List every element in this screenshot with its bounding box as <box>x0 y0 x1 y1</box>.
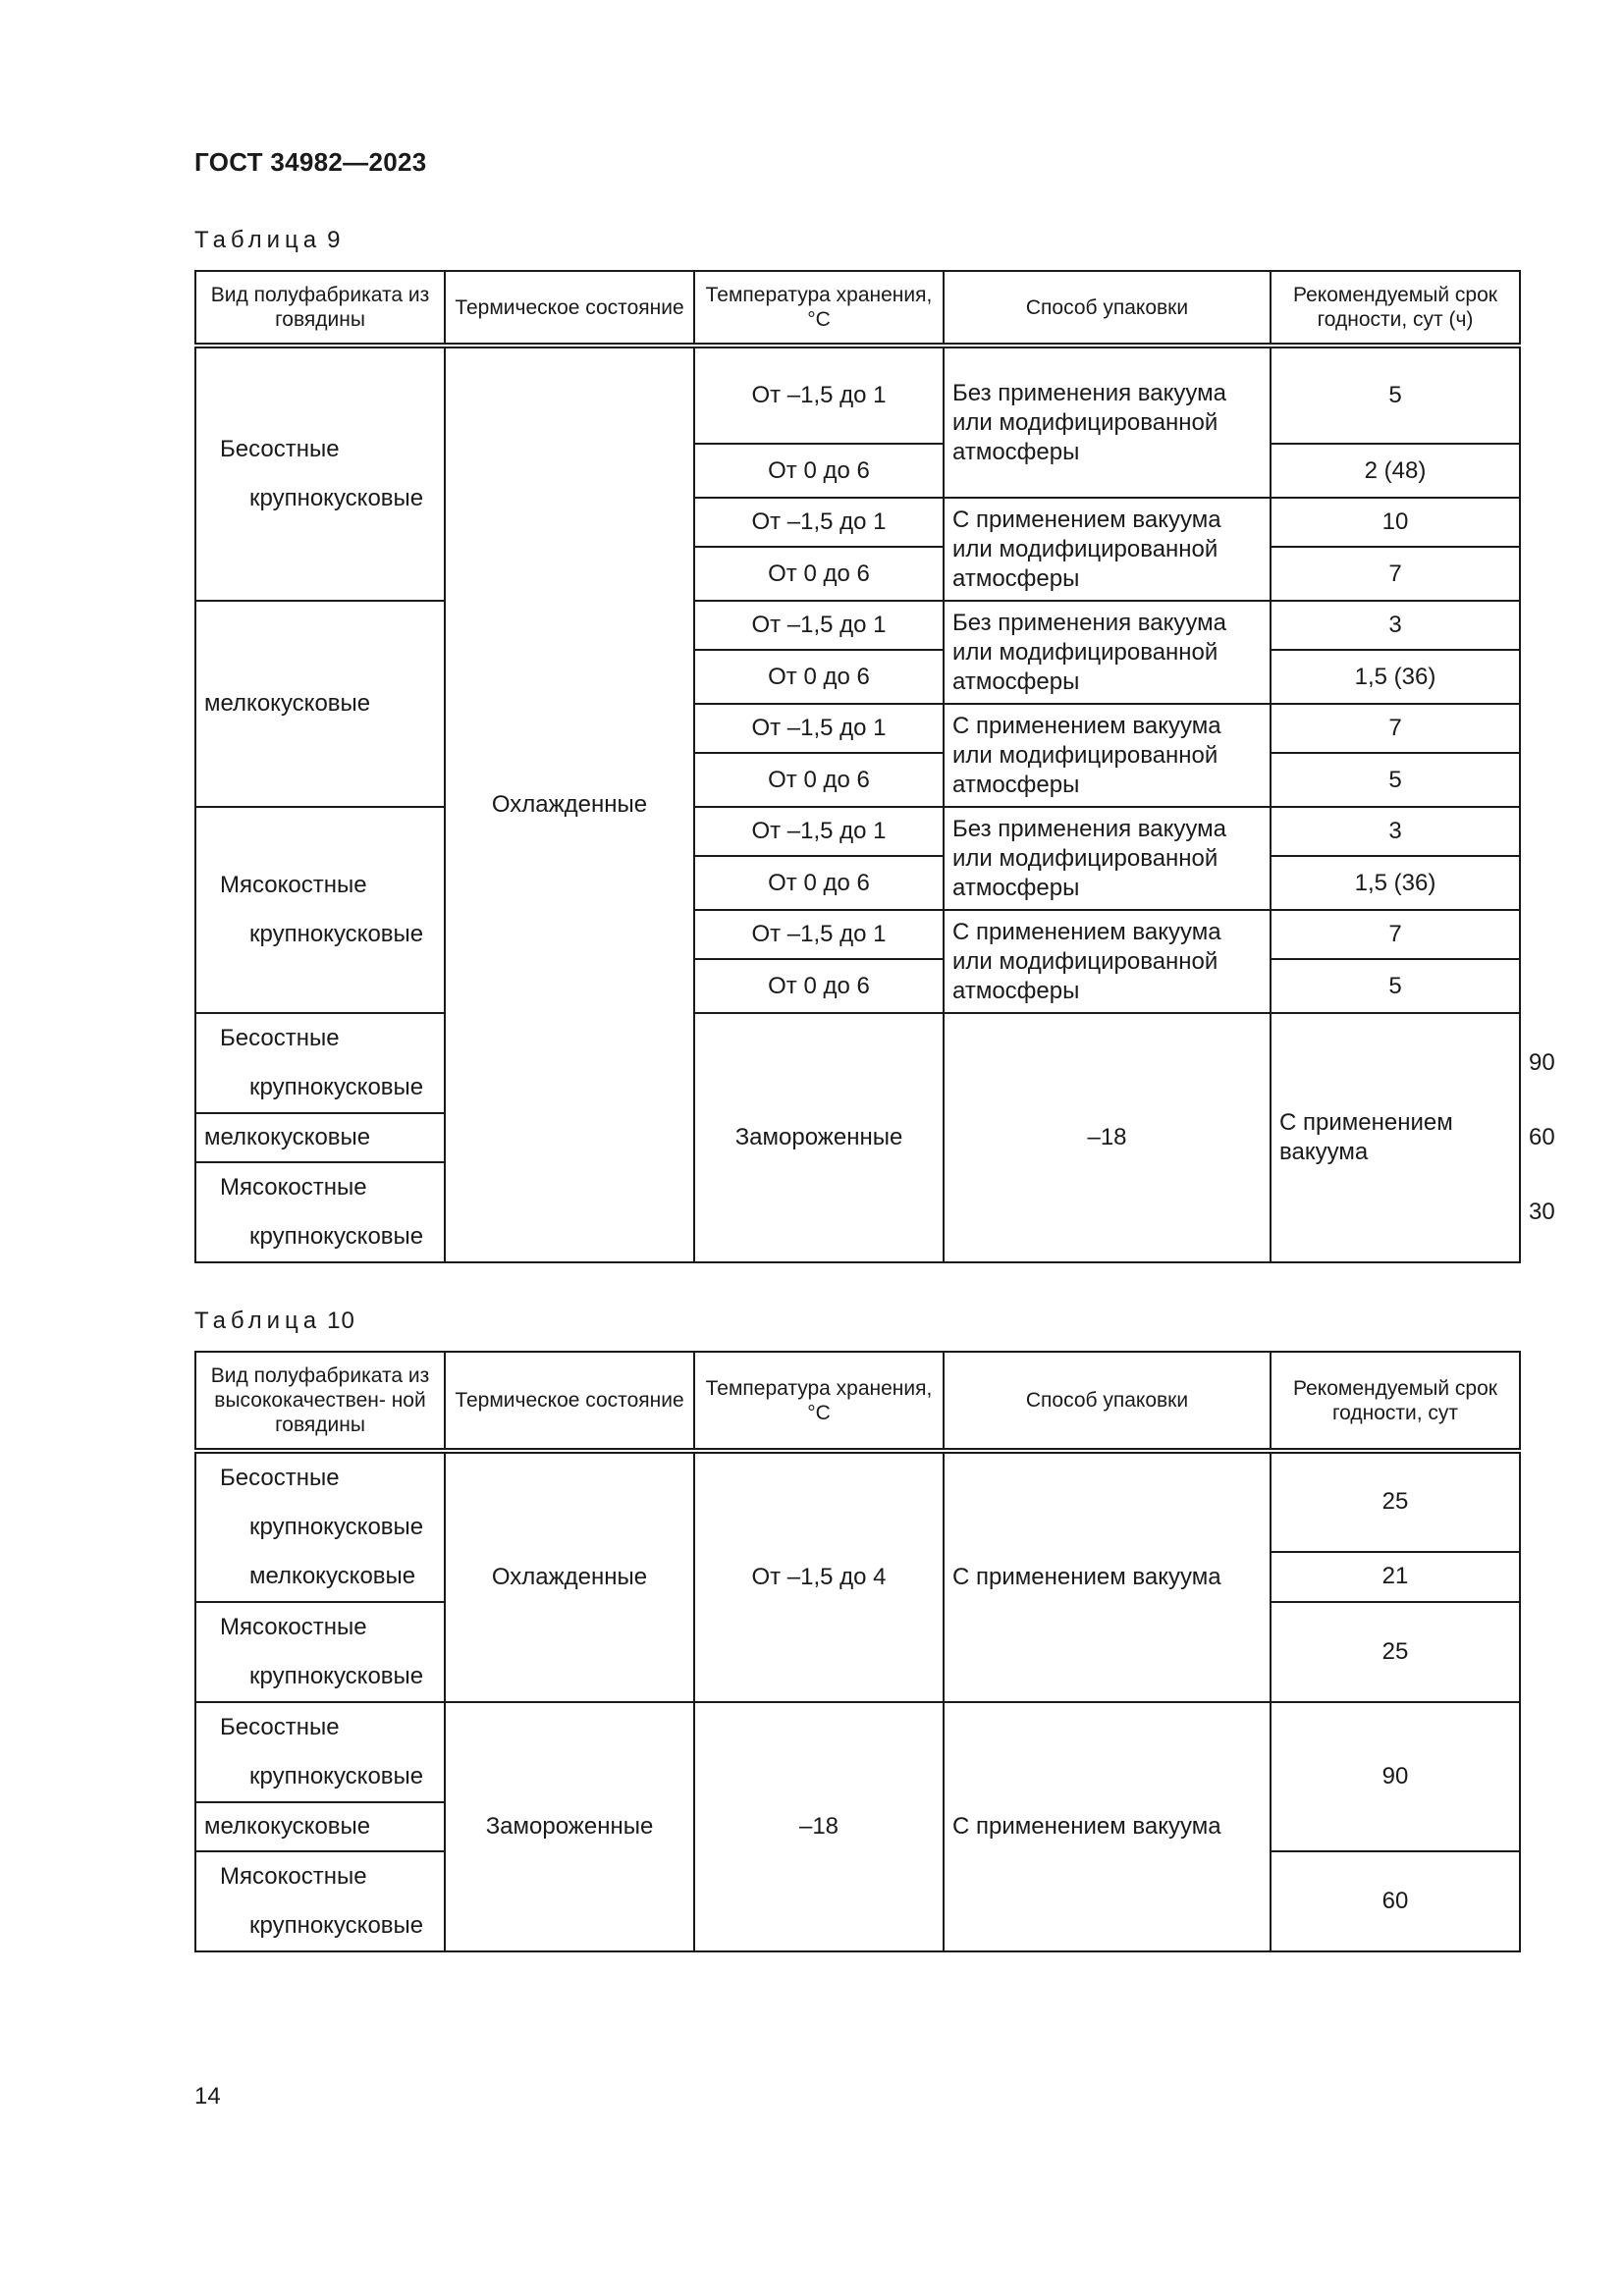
thermal-state-cell: Охлажденные <box>445 1451 694 1702</box>
shelf-life-cell: 5 <box>1271 959 1520 1013</box>
document-header: ГОСТ 34982—2023 <box>194 147 427 177</box>
product-group-cell <box>195 807 445 1013</box>
table-row: мелкокусковые 60 <box>195 1113 1520 1162</box>
header-cell: Вид полуфабриката из высококачествен- ной говядины <box>195 1352 445 1451</box>
table-row <box>195 1451 1520 1501</box>
product-subtype-label: крупнокусковые <box>249 1223 424 1250</box>
temperature-cell: От –1,5 до 1 <box>694 498 944 547</box>
temperature-cell: От –1,5 до 1 <box>694 807 944 856</box>
packing-cell: С применением вакуума или модифицированной атмосферы <box>944 498 1271 601</box>
packing-cell: Без применения вакуума или модифицированной атмосферы <box>944 807 1271 910</box>
temperature-cell: От 0 до 6 <box>694 650 944 704</box>
table-10 <box>194 1351 1521 1952</box>
table-row: Мясокостные крупнокусковые 30 <box>195 1162 1520 1212</box>
product-subtype-label: крупнокусковые <box>249 1514 424 1540</box>
shelf-life-cell: 25 <box>1271 1451 1520 1552</box>
product-subtype-label: крупнокусковые <box>249 921 424 947</box>
product-subtype-label: мелкокусковые <box>249 1563 416 1589</box>
table-row <box>195 807 1520 856</box>
shelf-life-cell: 25 <box>1271 1602 1520 1702</box>
shelf-life-cell: 7 <box>1271 910 1520 959</box>
product-group-cell <box>195 346 445 601</box>
shelf-life-cell: 3 <box>1271 807 1520 856</box>
header-cell: Термическое состояние <box>445 271 694 346</box>
packing-cell: С применением вакуума или модифицированной атмосферы <box>944 910 1271 1013</box>
shelf-life-cell: 90 <box>1271 1702 1520 1851</box>
table-header-row <box>195 1352 1520 1451</box>
thermal-state-cell: Охлажденные <box>445 346 694 1262</box>
packing-cell: С применением вакуума или модифицированной атмосферы <box>944 704 1271 807</box>
header-cell: Температура хранения, °С <box>694 1352 944 1451</box>
thermal-state-cell: Замороженные <box>694 1013 944 1262</box>
caption-number: 10 <box>327 1308 355 1334</box>
product-group-cell <box>195 1702 445 1802</box>
caption-word: Таблица <box>194 227 322 253</box>
shelf-life-cell: 2 (48) <box>1271 444 1520 498</box>
temperature-cell: От –1,5 до 1 <box>694 601 944 650</box>
shelf-life-cell: 1,5 (36) <box>1271 856 1520 910</box>
product-group-label: Мясокостные <box>220 1863 367 1890</box>
product-subtype-label: мелкокусковые <box>204 690 371 717</box>
header-cell: Термическое состояние <box>445 1352 694 1451</box>
header-cell: Способ упаковки <box>944 271 1271 346</box>
table-9-caption <box>194 227 341 254</box>
product-subtype-label: крупнокусковые <box>249 1912 424 1939</box>
thermal-state-cell: Замороженные <box>445 1702 694 1951</box>
product-subtype-label: крупнокусковые <box>249 1074 424 1100</box>
product-group-label: Бесостные <box>220 1465 340 1491</box>
shelf-life-cell: 5 <box>1271 346 1520 444</box>
shelf-life-cell: 5 <box>1271 753 1520 807</box>
packing-cell: С применением вакуума <box>944 1451 1271 1702</box>
shelf-life-cell: 7 <box>1271 547 1520 601</box>
packing-cell: Без применения вакуума или модифицированной атмосферы <box>944 346 1271 498</box>
temperature-cell: От –1,5 до 4 <box>694 1451 944 1702</box>
product-subtype-cell <box>195 601 445 807</box>
product-subtype-cell: мелкокусковые <box>195 1113 445 1162</box>
temperature-cell: От –1,5 до 1 <box>694 346 944 444</box>
product-subtype-label: крупнокусковые <box>249 1663 424 1689</box>
header-cell: Температура хранения, °С <box>694 271 944 346</box>
caption-word: Таблица <box>194 1308 322 1334</box>
product-group-label: Бесостные <box>220 1025 340 1051</box>
temperature-cell: От 0 до 6 <box>694 856 944 910</box>
header-cell: Способ упаковки <box>944 1352 1271 1451</box>
product-subtype-label: крупнокусковые <box>249 485 424 511</box>
header-cell: Вид полуфабриката из говядины <box>195 271 445 346</box>
table-10-caption <box>194 1308 355 1335</box>
shelf-life-cell: 7 <box>1271 704 1520 753</box>
shelf-life-cell: 3 <box>1271 601 1520 650</box>
caption-number: 9 <box>327 227 342 253</box>
header-cell: Рекомендуемый срок годности, сут (ч) <box>1271 271 1520 346</box>
shelf-life-cell: 1,5 (36) <box>1271 650 1520 704</box>
table-row <box>195 1702 1520 1752</box>
product-group-label: Мясокостные <box>220 872 367 898</box>
table-row: Бесостные крупнокусковые Замороженные –18 С применением вакуума 90 <box>195 1013 1520 1063</box>
product-group-cell <box>195 1162 445 1262</box>
product-group-cell <box>195 1451 445 1602</box>
product-subtype-label: крупнокусковые <box>249 1763 424 1789</box>
packing-cell: Без применения вакуума или модифицированной атмосферы <box>944 601 1271 704</box>
page-number: 14 <box>194 2083 221 2109</box>
shelf-life-cell: 10 <box>1271 498 1520 547</box>
shelf-life-cell: 21 <box>1271 1552 1520 1602</box>
product-group-cell <box>195 1013 445 1113</box>
product-group-cell <box>195 1602 445 1702</box>
table-header-row <box>195 271 1520 346</box>
temperature-cell: От 0 до 6 <box>694 753 944 807</box>
temperature-cell: От 0 до 6 <box>694 547 944 601</box>
product-group-label: Бесостные <box>220 1714 340 1740</box>
product-group-label: Бесостные <box>220 436 340 462</box>
temperature-cell: От –1,5 до 1 <box>694 704 944 753</box>
header-cell: Рекомендуемый срок годности, сут <box>1271 1352 1520 1451</box>
packing-cell: С применением вакуума <box>944 1702 1271 1951</box>
temperature-cell: –18 <box>944 1013 1271 1262</box>
temperature-cell: От –1,5 до 1 <box>694 910 944 959</box>
table-row <box>195 346 1520 395</box>
table-9 <box>194 270 1555 1263</box>
product-group-label: Мясокостные <box>220 1174 367 1201</box>
table-row <box>195 601 1520 650</box>
temperature-cell: От 0 до 6 <box>694 444 944 498</box>
product-group-cell <box>195 1851 445 1951</box>
product-group-label: Мясокостные <box>220 1614 367 1640</box>
temperature-cell: –18 <box>694 1702 944 1951</box>
product-subtype-cell: мелкокусковые <box>195 1802 445 1851</box>
shelf-life-cell: 60 <box>1271 1851 1520 1951</box>
temperature-cell: От 0 до 6 <box>694 959 944 1013</box>
packing-cell: С применением вакуума <box>1271 1013 1520 1262</box>
